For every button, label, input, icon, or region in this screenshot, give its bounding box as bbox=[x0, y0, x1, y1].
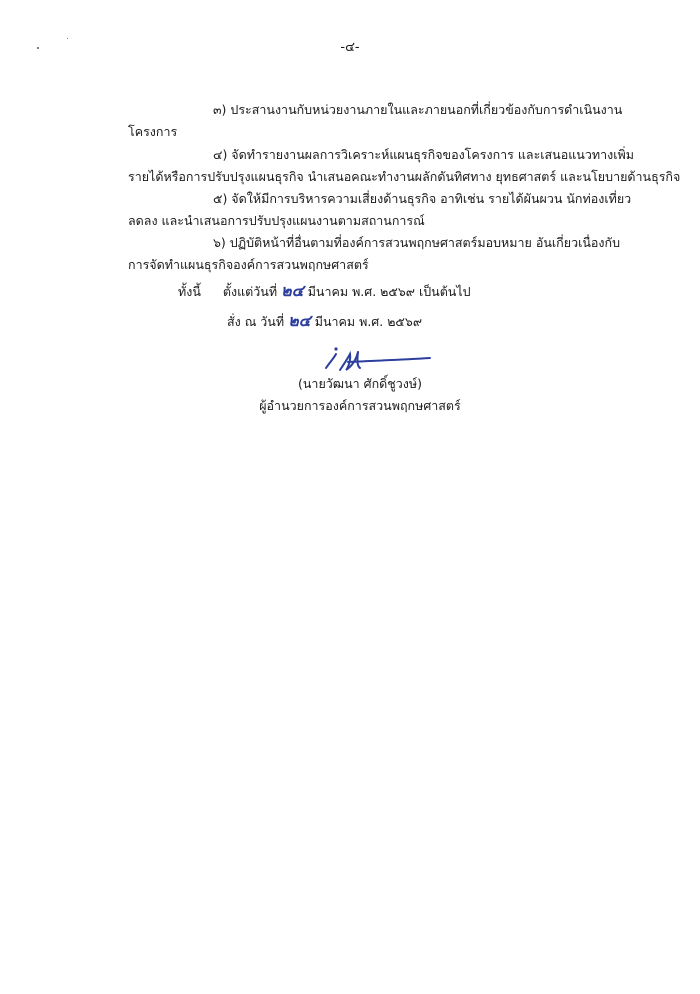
effective-suffix: เป็นต้นไป bbox=[418, 284, 471, 299]
effective-month-year: มีนาคม พ.ศ. ๒๕๖๙ bbox=[307, 284, 415, 299]
order-day-handwritten: ๒๔ bbox=[288, 311, 311, 330]
signatory-position: ผู้อำนวยการองค์การสวนพฤกษศาสตร์ bbox=[259, 398, 461, 413]
duty-item-6-line-1: ๖) ปฏิบัติหน้าที่อื่นตามที่องค์การสวนพฤกษศาสตร์มอบหมาย อันเกี่ยวเนื่องกับ bbox=[213, 235, 621, 250]
effective-prefix: ทั้งนี้ bbox=[178, 284, 201, 299]
order-month-year: มีนาคม พ.ศ. ๒๕๖๙ bbox=[314, 314, 422, 329]
effective-start-text: ตั้งแต่วันที่ bbox=[222, 284, 278, 299]
signatory-name: (นายวัฒนา ศักดิ์ชูวงษ์) bbox=[298, 376, 422, 391]
duty-item-6-line-2: การจัดทำแผนธุรกิจองค์การสวนพฤกษศาสตร์ bbox=[128, 257, 369, 272]
duty-item-4-line-2: รายได้หรือการปรับปรุงแผนธุรกิจ นำเสนอคณะทำงานผลักดันทิศทาง ยุทธศาสตร์ และนโยบายด้านธุรกิจ bbox=[128, 169, 681, 184]
effective-day-handwritten: ๒๔ bbox=[281, 281, 304, 300]
duty-item-3-line-2: โครงการ bbox=[128, 124, 178, 139]
duty-item-5-line-2: ลดลง และนำเสนอการปรับปรุงแผนงานตามสถานการณ์ bbox=[128, 213, 425, 228]
order-date-line bbox=[227, 313, 422, 330]
duty-item-5-line-1: ๕) จัดให้มีการบริหารความเสี่ยงด้านธุรกิจ อาทิเช่น รายได้ผันผวน นักท่องเที่ยว bbox=[213, 191, 632, 206]
page-number: -๔- bbox=[340, 40, 360, 55]
order-text: สั่ง ณ วันที่ bbox=[227, 314, 285, 329]
duty-item-3-line-1: ๓) ประสานงานกับหน่วยงานภายในและภายนอกที่เกี่ยวข้องกับการดำเนินงาน bbox=[213, 102, 623, 117]
scan-speck bbox=[67, 38, 68, 39]
signature-image bbox=[318, 340, 438, 380]
effective-date-line bbox=[178, 283, 471, 300]
duty-item-4-line-1: ๔) จัดทำรายงานผลการวิเคราะห์แผนธุรกิจของโครงการ และเสนอแนวทางเพิ่ม bbox=[213, 147, 634, 162]
